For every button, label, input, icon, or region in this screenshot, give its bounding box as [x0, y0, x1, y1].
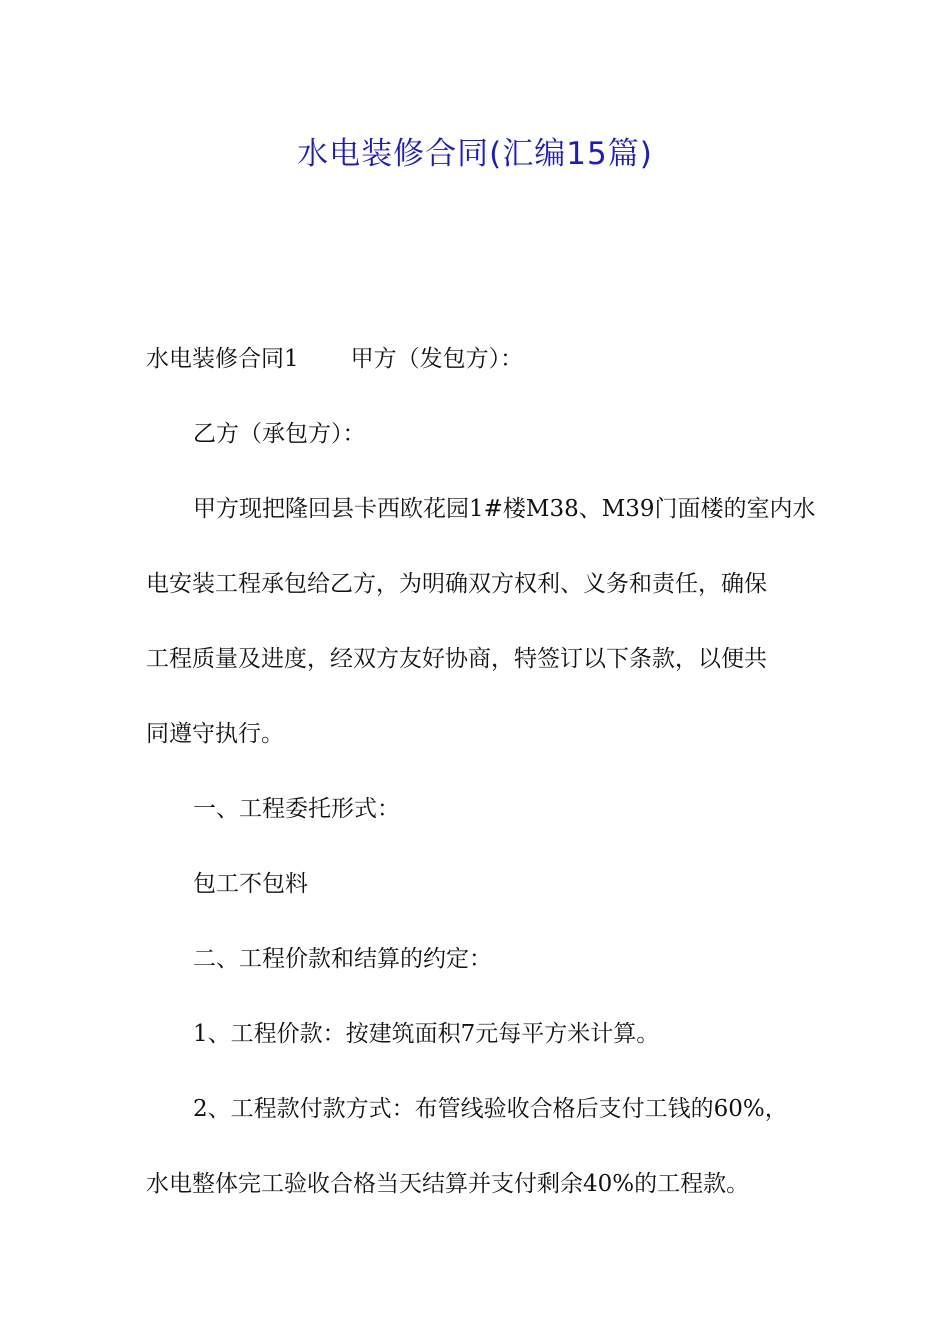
contract-heading-line: [146, 339, 816, 414]
section1-heading: 一、工程委托形式：: [193, 796, 400, 822]
intro-paragraph-line: 工程质量及进度，经双方友好协商，特签订以下条款，以便共: [146, 646, 767, 672]
item1-text: 1、工程价款：按建筑面积7元每平方米计算。: [193, 1021, 660, 1047]
party-b-label: 乙方（承包方）：: [193, 421, 366, 447]
intro-paragraph-line: 甲方现把隆回县卡西欧花园1#楼M38、M39门面楼的室内水: [193, 496, 816, 522]
document-body: [146, 339, 816, 1239]
item2-text-line: 2、工程款付款方式：布管线验收合格后支付工钱的60%，: [193, 1096, 788, 1122]
contract-heading: 水电装修合同1: [146, 346, 299, 372]
intro-paragraph-line: 电安装工程承包给乙方，为明确双方权利、义务和责任，确保: [146, 571, 767, 597]
section1-text: 包工不包料: [193, 871, 308, 897]
item2-text-line: 水电整体完工验收合格当天结算并支付剩余40%的工程款。: [146, 1171, 750, 1197]
intro-paragraph-line: 同遵守执行。: [146, 721, 284, 747]
document-title: 水电装修合同(汇编15篇): [297, 136, 653, 172]
party-a-label: 甲方（发包方）：: [350, 346, 524, 372]
section2-heading: 二、工程价款和结算的约定：: [193, 946, 492, 972]
